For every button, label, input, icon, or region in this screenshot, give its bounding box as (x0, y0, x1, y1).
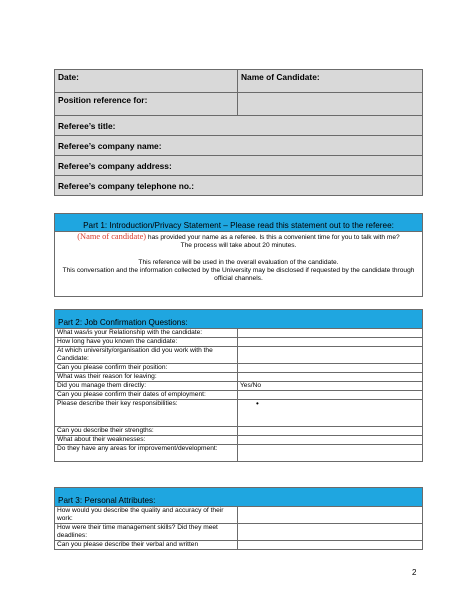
privacy-line-2: The process will take about 20 minutes. (180, 242, 297, 250)
company-name-field[interactable] (55, 136, 423, 156)
question-weaknesses: What about their weaknesses: (55, 436, 238, 445)
company-phone-field[interactable] (55, 176, 423, 196)
question-organisation: At which university/organisation did you work with the Candidate: (55, 347, 238, 364)
question-position: Can you please confirm their position: (55, 364, 238, 373)
question-time-known: How long have you known the candidate: (55, 338, 238, 347)
date-label: Date: (58, 72, 79, 82)
answer-strengths[interactable] (238, 427, 423, 436)
part3-personal-attributes-table (54, 487, 423, 550)
candidate-name-placeholder: (Name of candidate) (77, 232, 147, 241)
company-name-label: Referee’s company name: (58, 140, 162, 151)
company-address-label: Referee’s company address: (58, 160, 172, 171)
answer-time-known[interactable] (238, 338, 423, 347)
candidate-name-label: Name of Candidate: (241, 72, 320, 82)
answer-improvement[interactable] (238, 445, 423, 462)
referee-title-field[interactable] (55, 116, 423, 136)
answer-relationship[interactable] (238, 329, 423, 338)
position-value-cell[interactable] (238, 93, 423, 116)
question-employment-dates: Can you please confirm their dates of employment: (55, 391, 238, 400)
privacy-line-1: has provided your name as a referee. Is this a convenient time for you to talk with me? (146, 234, 400, 241)
question-improvement: Do they have any areas for improvement/development: (55, 445, 238, 462)
part3-heading: Part 3: Personal Attributes: (55, 488, 423, 507)
answer-time-management[interactable] (238, 524, 423, 541)
company-address-field[interactable] (55, 156, 423, 176)
referee-info-table (54, 69, 423, 196)
privacy-line-4: This conversation and the information collected by the University may be disclosed if requested by the candidate through official channels. (62, 266, 415, 283)
question-strengths: Can you describe their strengths: (55, 427, 238, 436)
answer-weaknesses[interactable] (238, 436, 423, 445)
position-label: Position reference for: (58, 95, 148, 105)
part1-privacy-table (54, 213, 423, 297)
privacy-statement (55, 232, 423, 297)
referee-title-label: Referee’s title: (58, 120, 116, 131)
question-reason-leaving: What was their reason for leaving: (55, 373, 238, 382)
question-managed-directly: Did you manage them directly: (55, 382, 238, 391)
answer-communication[interactable] (238, 541, 423, 550)
part1-heading: Part 1: Introduction/Privacy Statement – Please read this statement out to the referee: (55, 214, 423, 232)
answer-work-quality[interactable] (238, 507, 423, 524)
question-communication: Can you please describe their verbal and written (55, 541, 238, 550)
answer-employment-dates[interactable] (238, 391, 423, 400)
privacy-line-3: This reference will be used in the overall evaluation of the candidate. (138, 258, 339, 266)
answer-reason-leaving[interactable] (238, 373, 423, 382)
question-time-management: How were their time management skills? Did they meet deadlines: (55, 524, 238, 541)
date-field[interactable] (55, 70, 238, 93)
answer-position[interactable] (238, 364, 423, 373)
answer-organisation[interactable] (238, 347, 423, 364)
page-number: 2 (412, 568, 417, 577)
candidate-name-field[interactable] (238, 70, 423, 93)
bullet-point: • (256, 399, 259, 408)
position-field[interactable] (55, 93, 238, 116)
answer-responsibilities[interactable] (238, 400, 423, 427)
company-phone-label: Referee’s company telephone no.: (58, 180, 195, 191)
answer-managed-directly[interactable]: Yes/No (238, 382, 423, 391)
question-relationship: What was/is your Relationship with the candidate: (55, 329, 238, 338)
question-responsibilities: Please describe their key responsibilities: (55, 400, 238, 427)
part2-heading: Part 2: Job Confirmation Questions: (55, 310, 423, 329)
question-work-quality: How would you describe the quality and accuracy of their work: (55, 507, 238, 524)
part2-job-confirmation-table (54, 309, 423, 462)
